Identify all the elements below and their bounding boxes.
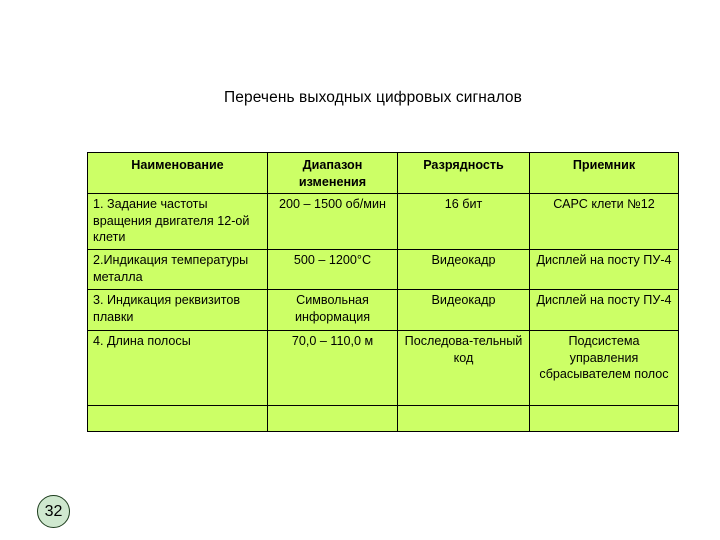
cell-receiver: Подсистема управления сбрасывателем полос [530,331,679,406]
cell-empty [530,406,679,432]
table-row [88,331,679,406]
cell-receiver: САРС клети №12 [530,194,679,250]
cell-empty [398,406,530,432]
cell-range: 70,0 – 110,0 м [268,331,398,406]
page-number-badge [37,495,70,528]
header-range: Диапазон изменения [268,153,398,194]
cell-bit-depth: Видеокадр [398,290,530,331]
table-row [88,290,679,331]
cell-bit-depth: Последова-тельный код [398,331,530,406]
table-row [88,250,679,290]
header-receiver: Приемник [530,153,679,194]
table-row-empty [88,406,679,432]
cell-empty [268,406,398,432]
cell-range: 200 – 1500 об/мин [268,194,398,250]
header-bit-depth: Разрядность [398,153,530,194]
cell-name: 2.Индикация температуры металла [88,250,268,290]
cell-bit-depth: Видеокадр [398,250,530,290]
cell-name: 4. Длина полосы [88,331,268,406]
signals-table [87,152,679,432]
cell-range: Символьная информация [268,290,398,331]
cell-bit-depth: 16 бит [398,194,530,250]
table-header-row [88,153,679,194]
slide-title: Перечень выходных цифровых сигналов [224,89,522,106]
cell-receiver: Дисплей на посту ПУ-4 [530,250,679,290]
header-name: Наименование [88,153,268,194]
table-row [88,194,679,250]
cell-receiver: Дисплей на посту ПУ-4 [530,290,679,331]
cell-name: 1. Задание частоты вращения двигателя 12-ой клети [88,194,268,250]
cell-range: 500 – 1200°С [268,250,398,290]
cell-empty [88,406,268,432]
page-number: 32 [44,502,63,520]
cell-name: 3. Индикация реквизитов плавки [88,290,268,331]
